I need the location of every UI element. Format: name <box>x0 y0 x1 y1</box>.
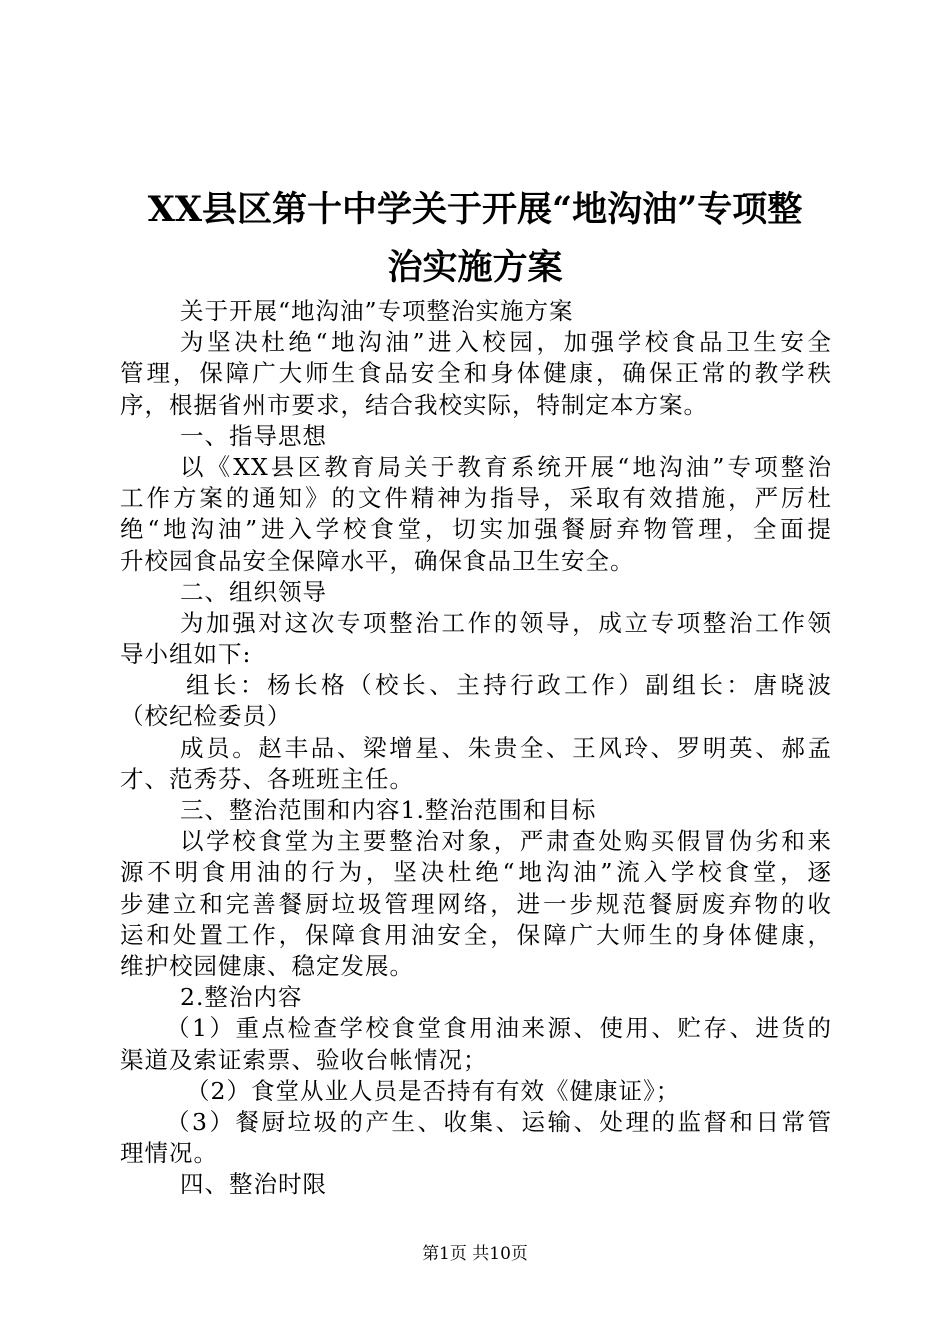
body-line: 升校园食品安全保障水平，确保食品卫生安全。 <box>120 546 635 575</box>
body-line: 成员。赵丰品、梁增星、朱贵全、王风玲、罗明英、郝孟 <box>180 733 832 762</box>
body-line: （2）食堂从业人员是否持有有效《健康证》； <box>186 1076 681 1105</box>
document-title-line-2: 治实施方案 <box>387 247 563 288</box>
body-line: 理情况。 <box>120 1139 218 1168</box>
body-line: 维护校园健康、稳定发展。 <box>120 951 414 980</box>
body-line: （1）重点检查学校食堂食用油来源、使用、贮存、进货的 <box>166 1014 832 1043</box>
body-line: 为加强对这次专项整治工作的领导，成立专项整治工作领 <box>180 608 832 637</box>
body-line: 管理，保障广大师生食品安全和身体健康，确保正常的教学秩 <box>120 359 832 388</box>
body-line: 以《XX县区教育局关于教育系统开展“地沟油”专项整治 <box>180 452 832 481</box>
body-line: 步建立和完善餐厨垃圾管理网络，进一步规范餐厨废弃物的收 <box>120 889 832 918</box>
document-title-line-1: XX县区第十中学关于开展“地沟油”专项整 <box>147 189 803 230</box>
document-body <box>120 296 832 1200</box>
body-line: （3）餐厨垃圾的产生、收集、运输、处理的监督和日常管 <box>166 1107 832 1136</box>
body-line: 以学校食堂为主要整治对象，严肃查处购买假冒伪劣和来 <box>180 827 832 856</box>
body-line: 关于开展“地沟油”专项整治实施方案 <box>180 297 574 325</box>
body-line: 序，根据省州市要求，结合我校实际，特制定本方案。 <box>120 390 708 419</box>
body-line: 才、范秀芬、各班班主任。 <box>120 764 414 793</box>
body-line: 绝“地沟油”进入学校食堂，切实加强餐厨弃物管理，全面提 <box>120 515 832 544</box>
page-number-footer: 第1页 共10页 <box>422 1244 528 1264</box>
body-line: 导小组如下: <box>120 640 252 669</box>
section-heading: 三、整治范围和内容1.整治范围和目标 <box>180 796 597 824</box>
section-heading: 二、组织领导 <box>180 577 327 606</box>
body-line: （校纪检委员） <box>120 702 292 731</box>
body-line: 组长：杨长格（校长、主持行政工作）副组长：唐晓波 <box>186 671 832 700</box>
body-line: 渠道及索证索票、验收台帐情况； <box>120 1045 488 1074</box>
body-line: 运和处置工作，保障食用油安全，保障广大师生的身体健康， <box>120 920 832 949</box>
body-line: 为坚决杜绝“地沟油”进入校园，加强学校食品卫生安全 <box>180 328 832 357</box>
section-heading: 一、指导思想 <box>180 421 327 450</box>
sub-heading: 2.整治内容 <box>180 983 303 1012</box>
body-line: 工作方案的通知》的文件精神为指导，采取有效措施，严厉杜 <box>120 484 832 513</box>
section-heading: 四、整治时限 <box>180 1170 327 1199</box>
body-line: 源不明食用油的行为，坚决杜绝“地沟油”流入学校食堂，逐 <box>120 858 832 887</box>
